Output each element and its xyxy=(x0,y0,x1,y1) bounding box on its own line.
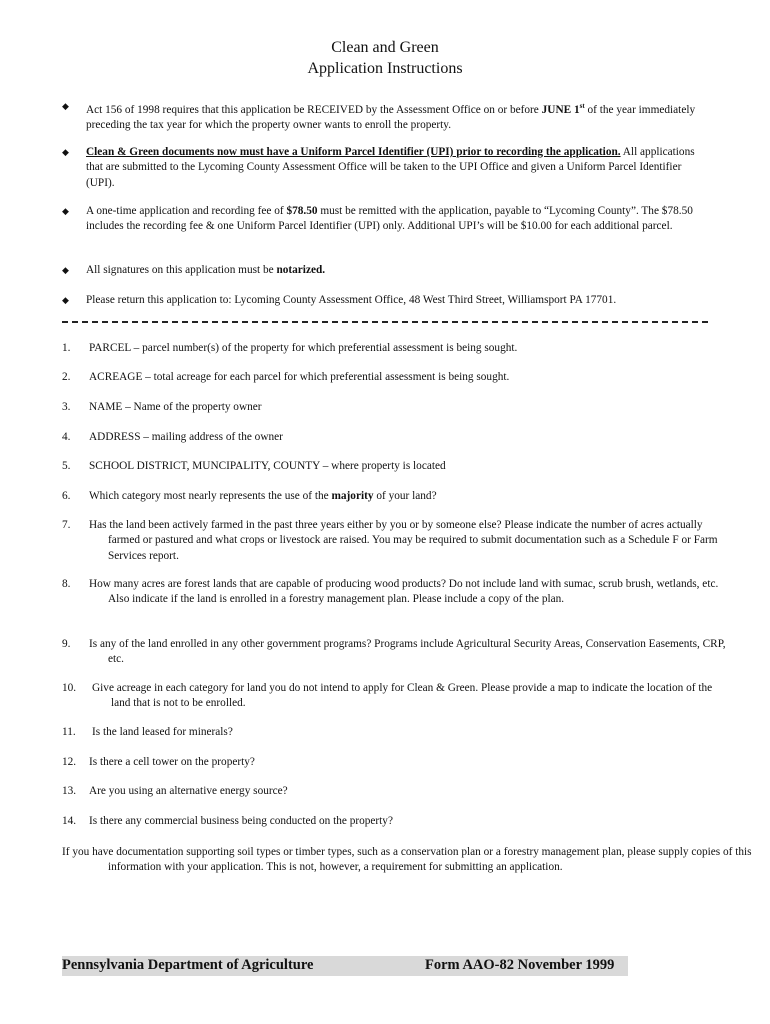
diamond-icon: ◆ xyxy=(62,101,69,111)
footer-department: Pennsylvania Department of Agriculture xyxy=(62,957,314,973)
footer-bar xyxy=(62,956,628,976)
section-divider xyxy=(62,321,708,323)
diamond-icon: ◆ xyxy=(62,265,69,275)
footer-form-number: Form AAO-82 November 1999 xyxy=(425,957,615,973)
closing-note: If you have documentation supporting soil types or timber types, such as a conservation plan or a forestry management plan, please supply copies of this information with your application. This is not, however, a requirement for submitting an application. xyxy=(62,846,752,874)
diamond-icon: ◆ xyxy=(62,147,69,157)
page-subtitle: Application Instructions xyxy=(307,60,463,77)
page-title: Clean and Green xyxy=(331,39,439,56)
diamond-icon: ◆ xyxy=(62,206,69,216)
diamond-icon: ◆ xyxy=(62,295,69,305)
